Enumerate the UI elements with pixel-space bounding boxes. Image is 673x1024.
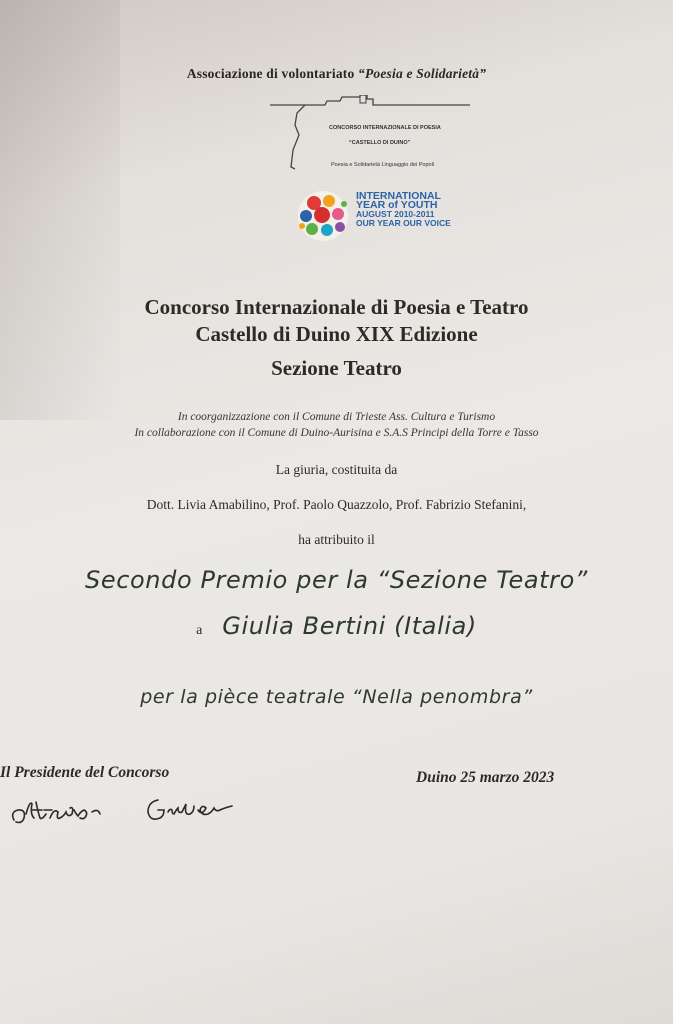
iyy-line4: OUR YEAR OUR VOICE: [356, 218, 451, 228]
jury-attributed: ha attribuito il: [298, 532, 375, 547]
title-line2: Castello di Duino XIX Edizione: [195, 322, 478, 346]
association-prefix: Associazione di volontariato: [186, 66, 358, 81]
castle-logo-line2: “CASTELLO DI DUINO”: [349, 140, 411, 146]
iyy-line1: INTERNATIONAL: [356, 190, 441, 202]
iyy-line2: YEAR of YOUTH: [356, 199, 438, 211]
association-name: “Poesia e Solidarietà”: [358, 66, 487, 81]
title-line1: Concorso Internazionale di Poesia e Teatro: [144, 295, 529, 319]
jury-members: Dott. Livia Amabilino, Prof. Paolo Quazzolo, Prof. Fabrizio Stefanini,: [146, 497, 527, 512]
signature-icon: [8, 790, 268, 840]
iyy-globe-icon: [294, 190, 352, 242]
section-title: Sezione Teatro: [271, 356, 402, 380]
recipient-prefix: a: [196, 623, 203, 638]
castle-logo-line1: CONCORSO INTERNAZIONALE DI POESIA: [329, 125, 441, 131]
prize-title: Secondo Premio per la “Sezione Teatro”: [85, 566, 588, 594]
jury-intro: La giuria, costituita da: [275, 462, 398, 477]
iyy-line3: AUGUST 2010-2011: [356, 209, 435, 219]
president-signature: [8, 790, 268, 840]
iyy-logo: [294, 190, 464, 242]
castle-logo: [265, 95, 475, 185]
coorganization-note: In coorganizzazione con il Comune di Trieste Ass. Cultura e Turismo: [177, 411, 496, 423]
president-label: Il Presidente del Concorso: [0, 764, 170, 781]
castle-logo-line3: Poesia e Solidarietà Linguaggio dei Popoli: [331, 162, 435, 168]
association-header: [0, 66, 673, 82]
recipient-line: [0, 612, 673, 640]
recipient-name: Giulia Bertini (Italia): [222, 612, 477, 640]
work-title: per la pièce teatrale “Nella penombra”: [140, 686, 533, 708]
collaboration-note: In collaborazione con il Comune di Duino-Aurisina e S.A.S Principi della Torre e Tasso: [134, 427, 539, 439]
place-date: Duino 25 marzo 2023: [416, 769, 555, 786]
iyy-logo-text: [356, 192, 451, 228]
